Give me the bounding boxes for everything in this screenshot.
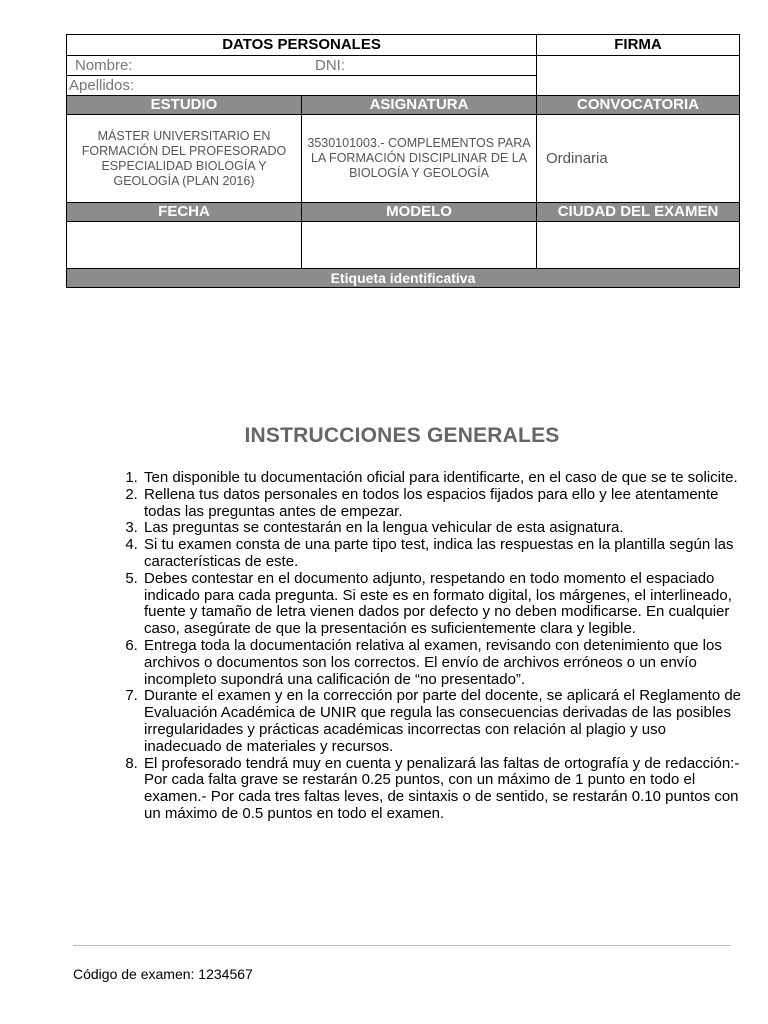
fecha-header: FECHA — [67, 203, 302, 222]
list-item: 8. El profesorado tendrá muy en cuenta y penalizará las faltas de ortografía y de redacción:- Por cada falta grave se restarán 0.25 puntos, con un máximo de 1 punto en todo el examen.- Por cada tres faltas leves, de sintaxis o de sentido, se restarán 0.10 puntos con un máximo de 0.5 puntos en todo el examen. — [142, 756, 742, 823]
footer-divider — [73, 945, 731, 946]
fecha-box[interactable] — [67, 222, 302, 269]
estudio-header: ESTUDIO — [67, 96, 302, 115]
list-item: 5. Debes contestar en el documento adjunto, respetando en todo momento el espaciado indicado para cada pregunta. Si este es en formato digital, los márgenes, el interlineado, fuente y tamaño de letra vienen dados por defecto y no deben modificarse. En cualquier caso, asegúrate de que la presentación es suficientemente clara y legible. — [142, 571, 742, 638]
asignatura-value — [302, 115, 537, 203]
modelo-header: MODELO — [302, 203, 537, 222]
estudio-value — [67, 115, 302, 203]
list-item: 6. Entrega toda la documentación relativa al examen, revisando con detenimiento que los archivos o documentos son los correctos. El envío de archivos erróneos o un envío incompleto supondrá una calificación de “no presentado”. — [142, 638, 742, 688]
list-item: 2. Rellena tus datos personales en todos los espacios fijados para ello y lee atentamente todas las preguntas antes de empezar. — [142, 487, 742, 521]
exam-code: Código de examen: 1234567 — [73, 966, 253, 982]
estudio-text: MÁSTER UNIVERSITARIO EN FORMACIÓN DEL PROFESORADO ESPECIALIDAD BIOLOGÍA Y GEOLOGÍA (PLAN 2016) — [81, 128, 287, 188]
etiqueta-identificativa: Etiqueta identificativa — [67, 269, 740, 288]
instructions-list — [118, 470, 742, 823]
convocatoria-value: Ordinaria — [537, 115, 740, 203]
list-item: 7. Durante el examen y en la corrección por parte del docente, se aplicará el Reglamento de Evaluación Académica de UNIR que regula las consecuencias derivadas de las posibles irregularidades y prácticas académicas incorrectas con relación al plagio y uso inadecuado de materiales y recursos. — [142, 688, 742, 755]
convocatoria-header: CONVOCATORIA — [537, 96, 740, 115]
ciudad-box[interactable] — [537, 222, 740, 269]
list-item: 3. Las preguntas se contestarán en la lengua vehicular de esta asignatura. — [142, 520, 742, 537]
dni-label: DNI: — [315, 57, 345, 74]
asignatura-text: 3530101003.- COMPLEMENTOS PARA LA FORMACIÓN DISCIPLINAR DE LA BIOLOGÍA Y GEOLOGÍA — [307, 136, 531, 180]
apellidos-field[interactable]: Apellidos: — [67, 76, 537, 96]
nombre-label: Nombre: — [75, 57, 133, 74]
firma-header: FIRMA — [537, 35, 740, 56]
exam-header-form — [66, 34, 740, 288]
modelo-box[interactable] — [302, 222, 537, 269]
datos-personales-header: DATOS PERSONALES — [67, 35, 537, 56]
asignatura-header: ASIGNATURA — [302, 96, 537, 115]
list-item: 1. Ten disponible tu documentación oficial para identificarte, en el caso de que se te solicite. — [142, 470, 742, 487]
list-item: 4. Si tu examen consta de una parte tipo test, indica las respuestas en la plantilla según las características de este. — [142, 537, 742, 571]
firma-box[interactable] — [537, 56, 740, 96]
instructions-title: INSTRUCCIONES GENERALES — [244, 424, 560, 447]
nombre-dni-field[interactable] — [67, 56, 537, 76]
ciudad-header: CIUDAD DEL EXAMEN — [537, 203, 740, 222]
